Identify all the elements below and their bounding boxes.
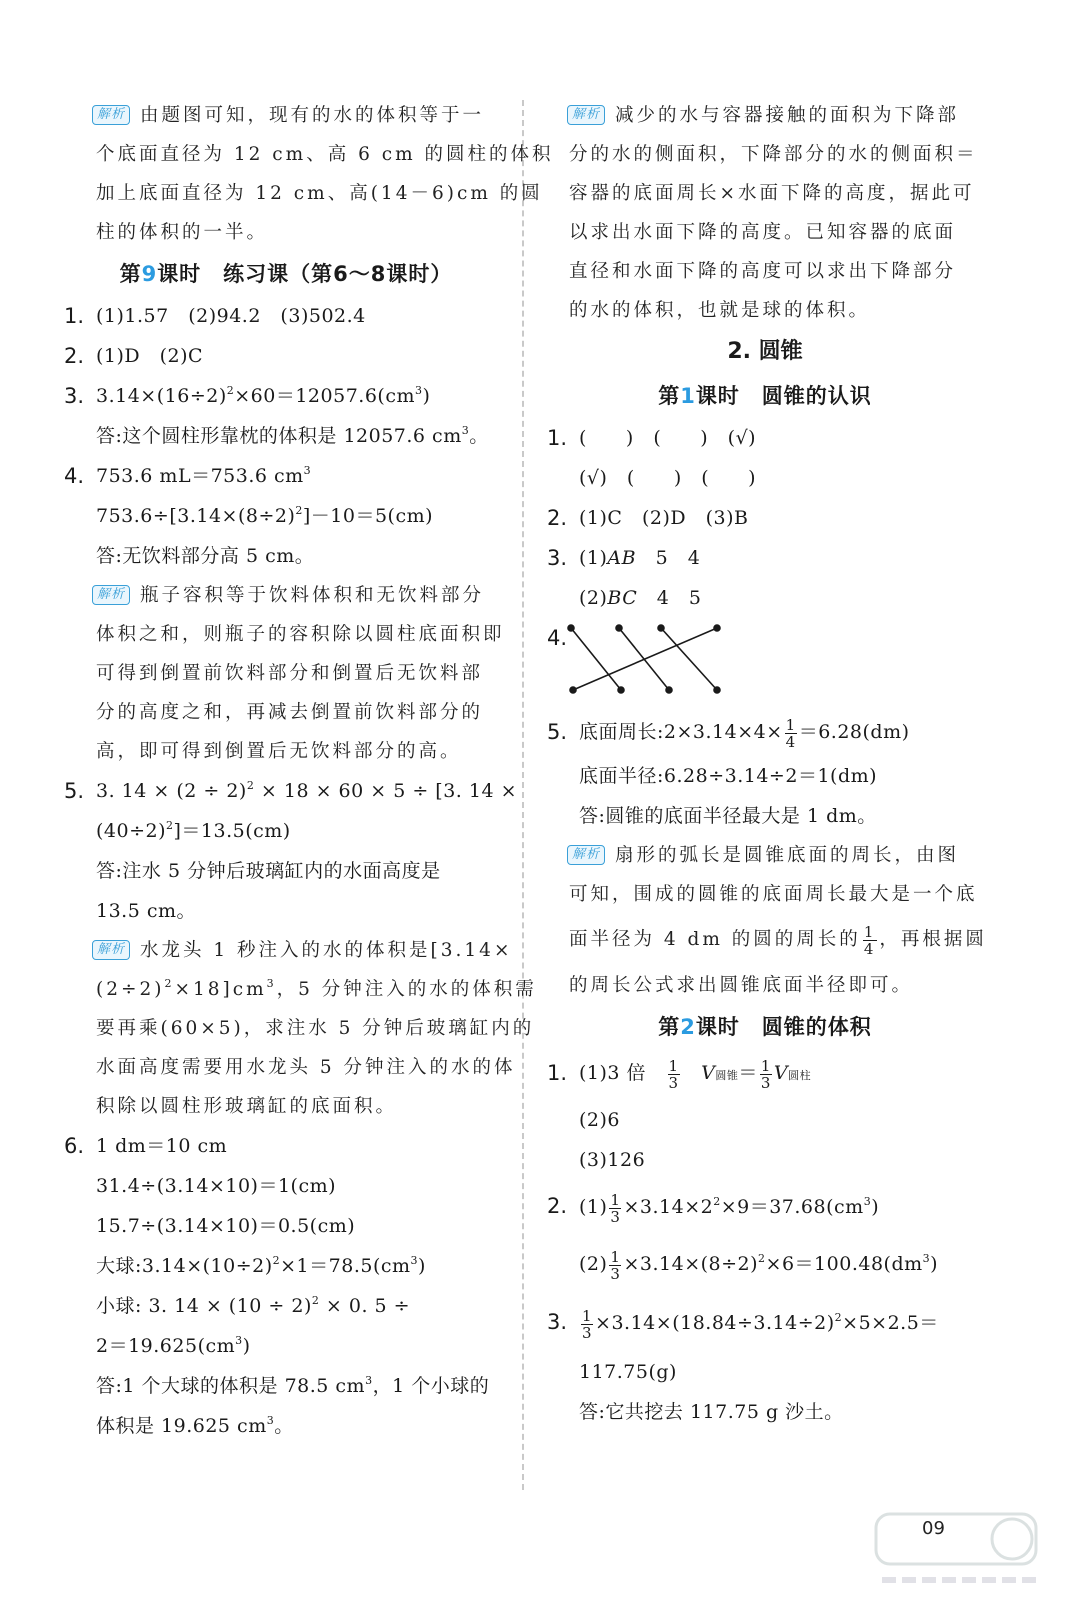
column-divider — [522, 100, 524, 1490]
analysis-block: 解析 由题图可知，现有的水的体积等于一 个底面直径为 12 cm、高 6 cm 的圆柱的体积 加上底面直径为 12 cm、高(14－6)cm 的圆 柱的体积的一半。 — [62, 96, 510, 252]
watermark-logo-icon — [872, 1508, 1047, 1593]
lesson-title: 第9课时 练习课（第6～8课时） — [119, 262, 453, 286]
question-5: 5. 底面周长:2×3.14×4× $\frac{1}{4}$ ＝6.28(dm) 底面半径:6.28÷3.14÷2＝1(dm) 答:圆锥的底面半径最大是 1 dm。 — [547, 715, 910, 827]
question-5: 5. 3. $14 \times (2 \div 2)^2 \times 18 \times 60 \times 5 \div [3$. 14 × $(40\div 2)^2]=13.5(cm)$ 答:注水 5 分钟后玻璃缸内的水面高度是 13.5 cm。 — [64, 779, 518, 922]
question-1: 1. (1)3 倍 $\frac{1}{3}$ V圆锥＝ $\frac{1}{3}$ V圆柱 (2)6 (3)126 — [547, 1056, 812, 1171]
question-1: 1. ( ) ( ) (√) (√) ( ) ( ) — [547, 426, 757, 489]
left-column — [62, 96, 554, 1446]
analysis-badge: 解析 — [567, 845, 605, 865]
question-4: 4. 753.6 mL＝753.6 $cm^3$ $753.6\div[3.14\times(8\div 2)^2]-10=5(cm)$ 答:无饮料部分高 5 cm。 — [64, 464, 434, 567]
matching-lines-diagram — [565, 620, 725, 700]
chapter-title: 2. 圆锥 — [727, 339, 803, 364]
analysis-badge: 解析 — [92, 585, 130, 605]
question-2: 2. (1)D (2)C — [64, 344, 204, 368]
question-6: 6. 1 dm＝10 cm 31.4÷(3.14×10)＝1(cm) 15.7÷(3.14×10)＝0.5(cm) 大球$:3.14\times(10\div 2)^2\times 1=78.5(cm^3)$ 小球: 3. $14 \times (10 \div 2)^2 \times 0$. 5 ÷ $2=19.625(cm^3)$ 答:1 个大球的体积是 78.5 $cm^3$，1 个小球的 体积是 19.625 $cm^3$。 — [64, 1134, 490, 1437]
question-3: 3. (1)AB 5 4 (2)BC 4 5 — [547, 546, 702, 609]
analysis-badge: 解析 — [92, 940, 130, 960]
analysis-block: 解析 扇形的弧长是圆锥底面的周长，由图 可知，围成的圆锥的底面周长最大是一个底 面半径为 4 dm 的圆的周长的 $\frac{1}{4}$ ，再根据圆 的周长公式求出圆锥底面半径即可。 — [569, 845, 987, 996]
lesson-title: 第2课时 圆锥的体积 — [658, 1015, 872, 1039]
question-1: 1. (1)1.57 (2)94.2 (3)502.4 — [64, 304, 366, 328]
analysis-badge: 解析 — [92, 105, 130, 125]
question-2: 2. (1) $\frac{1}{3}$ $\times 3.14\times 2^2\times 9=37.68(cm^3)$ (2) $\frac{1}{3}$ $\times 3.14\times(8\div 2)^2\times 6=100.48(dm^3)$ — [547, 1190, 939, 1283]
page-number: 09 — [922, 1518, 945, 1539]
analysis-badge: 解析 — [567, 105, 605, 125]
question-4: 4. — [545, 618, 985, 708]
question-2: 2. (1)C (2)D (3)B — [547, 506, 749, 530]
analysis-block: 解析 水龙头 1 秒注入的水的体积是[3.14× $(2\div 2)^2\times 18]cm^3$，5 分钟注入的水的体积需 要再乘(60×5)，求注水 5 分钟后玻璃缸内的 水面高度需要用水龙头 5 分钟注入的水的体 积除以圆柱形玻璃缸的底面积。 — [62, 931, 510, 1126]
question-3: 3. $3.14\times(16\div 2)^2\times 60=12057.6(cm^3)$ 答:这个圆柱形靠枕的体积是 12057.6 $cm^3$。 — [64, 384, 489, 447]
question-3: 3. $\frac{1}{3}$ $\times 3.14\times(18.84\div 3.14\div 2)^2\times 5\times 2.5=$ 117.75(g) 答:它共挖去 117.75 g 沙土。 — [547, 1306, 939, 1423]
analysis-block: 解析 瓶子容积等于饮料体积和无饮料部分 体积之和，则瓶子的容积除以圆柱底面积即 可得到倒置前饮料部分和倒置后无饮料部 分的高度之和，再减去倒置前饮料部分的 高，即可得到倒置后无饮料部分的高。 — [62, 576, 510, 771]
lesson-title: 第1课时 圆锥的认识 — [658, 384, 872, 408]
analysis-block: 解析 减少的水与容器接触的面积为下降部 分的水的侧面积，下降部分的水的侧面积＝ 容器的底面周长×水面下降的高度，据此可 以求出水面下降的高度。已知容器的底面 直径和水面下降的高度可以求出下降部分 的水的体积，也就是球的体积。 — [569, 105, 978, 321]
right-column — [545, 96, 985, 1432]
